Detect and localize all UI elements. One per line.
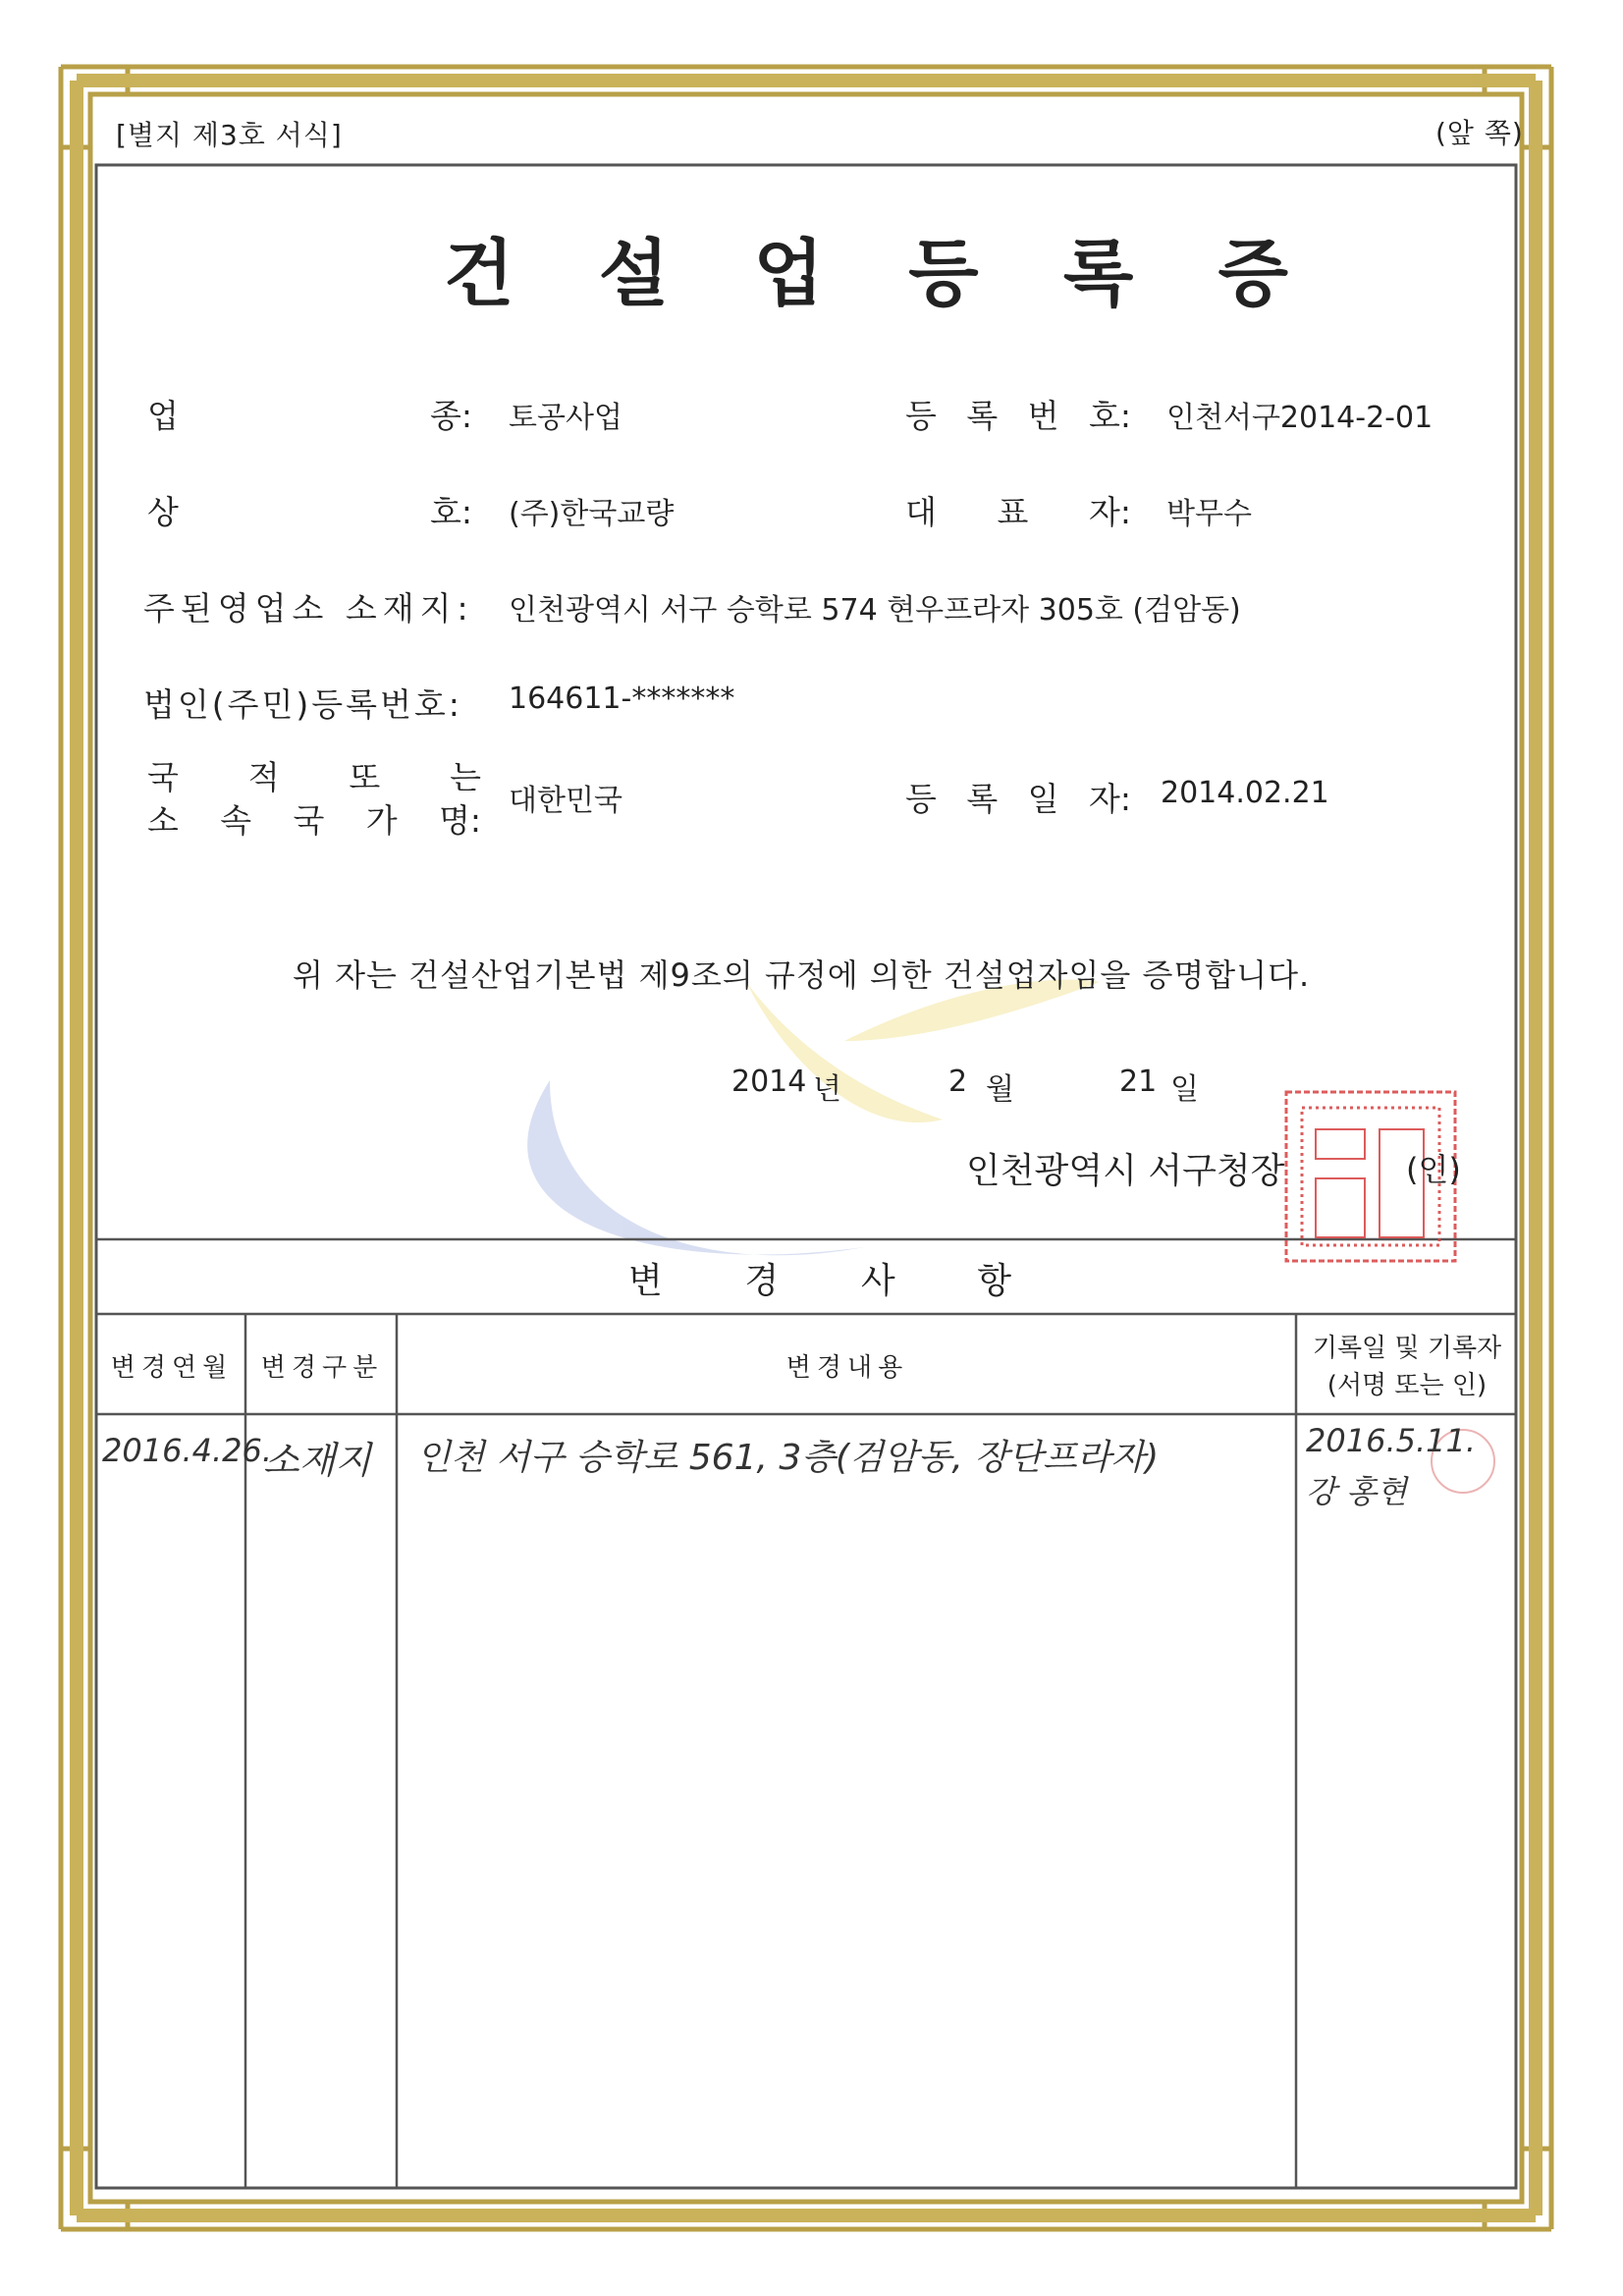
- label-char: 는: [450, 758, 481, 796]
- nationality-label-line1: [147, 752, 481, 798]
- industry-label-b: 종:: [430, 397, 472, 435]
- col-header-record-line1: 기록일 및 기록자: [1312, 1334, 1502, 1363]
- nationality-value: 대한민국: [509, 784, 622, 818]
- issue-year-unit: 년: [813, 1072, 841, 1107]
- label-char: 일: [1027, 780, 1059, 818]
- table-row-recorder: 강 홍현: [1306, 1473, 1407, 1510]
- address-value: 인천광역시 서구 승학로 574 현우프라자 305호 (검암동): [509, 593, 1241, 628]
- label-char: 소: [147, 801, 179, 840]
- title-char: 항: [977, 1261, 1011, 1301]
- title-char: 등: [908, 232, 979, 316]
- label-char: 등: [905, 397, 937, 435]
- issue-year: 2014: [731, 1065, 807, 1099]
- form-number-label: [별지 제3호 서식]: [116, 119, 343, 151]
- title-char: 변: [628, 1261, 663, 1301]
- title-char: 경: [744, 1261, 780, 1301]
- seal-mark: (인): [1406, 1151, 1461, 1188]
- label-char: 자:: [1088, 780, 1131, 818]
- col-header-content: 변경내용: [785, 1353, 909, 1383]
- changes-title: [628, 1253, 1011, 1303]
- title-char: 록: [1062, 232, 1134, 316]
- industry-value: 토공사업: [509, 401, 622, 435]
- issue-day: 21: [1119, 1065, 1158, 1099]
- label-char: 적: [247, 758, 280, 796]
- title-char: 업: [753, 232, 824, 316]
- title-char: 증: [1217, 232, 1288, 316]
- table-row-content: 인천 서구 승학로 561, 3층(검암동, 장단프라자): [416, 1438, 1160, 1478]
- label-char: 명:: [439, 801, 481, 840]
- address-label: 주된영업소 소재지:: [143, 589, 474, 628]
- corp-no-value: 164611-*******: [509, 682, 735, 716]
- nationality-label-line2: [147, 795, 481, 842]
- issue-month-unit: 월: [986, 1072, 1014, 1107]
- label-char: 번: [1027, 397, 1059, 435]
- rep-label: [905, 487, 1131, 533]
- company-label-b: 호:: [430, 493, 472, 531]
- label-char: 국: [293, 801, 325, 840]
- title-char: 건: [444, 232, 514, 316]
- label-char: 국: [147, 758, 179, 796]
- table-row-type: 소재지: [263, 1439, 372, 1482]
- corp-no-label: 법인(주민)등록번호:: [143, 685, 462, 724]
- rep-value: 박무수: [1166, 497, 1252, 531]
- title-char: 설: [598, 232, 670, 316]
- label-char: 가: [365, 801, 398, 840]
- company-label-a: 상: [147, 493, 179, 531]
- col-header-type: 변경구분: [260, 1353, 384, 1383]
- col-header-date: 변경연월: [110, 1353, 234, 1383]
- label-char: 표: [997, 493, 1029, 531]
- issue-day-unit: 일: [1170, 1072, 1199, 1107]
- reg-date-value: 2014.02.21: [1161, 776, 1329, 810]
- col-header-record-line2: (서명 또는 인): [1326, 1371, 1488, 1400]
- label-char: 호:: [1088, 397, 1131, 435]
- certification-text: 위 자는 건설산업기본법 제9조의 규정에 의한 건설업자임을 증명합니다.: [293, 957, 1311, 994]
- label-char: 록: [966, 780, 999, 818]
- label-char: 등: [905, 780, 937, 818]
- reg-date-label: [905, 774, 1131, 820]
- label-char: 록: [966, 397, 999, 435]
- label-char: 속: [220, 801, 252, 840]
- page-side-label: (앞 쪽): [1435, 117, 1524, 149]
- label-char: 대: [905, 493, 937, 531]
- industry-label-a: 업: [147, 397, 179, 435]
- title-char: 사: [860, 1261, 895, 1301]
- issue-month: 2: [948, 1065, 968, 1099]
- table-row-date: 2016.4.26.: [102, 1432, 273, 1469]
- label-char: 또: [349, 758, 381, 796]
- reg-no-label: [905, 391, 1131, 437]
- reg-no-value: 인천서구2014-2-01: [1166, 401, 1434, 435]
- company-value: (주)한국교량: [509, 497, 675, 531]
- document-title: [444, 216, 1288, 320]
- issuer-name: 인천광역시 서구청장: [966, 1151, 1285, 1191]
- label-char: 자:: [1089, 493, 1131, 531]
- table-row-record-date: 2016.5.11.: [1306, 1422, 1477, 1459]
